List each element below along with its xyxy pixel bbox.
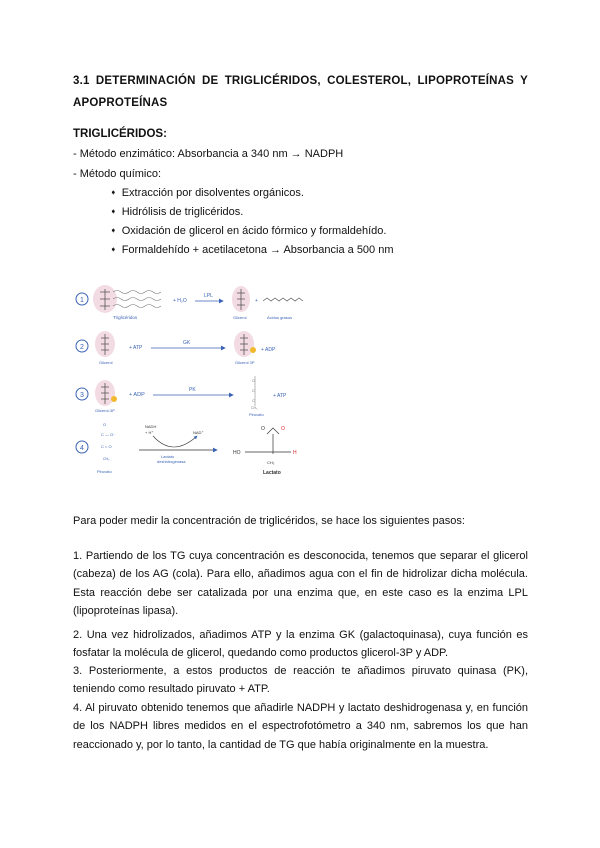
label-nadh: NADH (145, 424, 157, 429)
svg-text:C = O: C = O (101, 444, 112, 449)
label-ch3: CH₃ (267, 460, 275, 465)
label-nad: NAD⁺ (193, 430, 204, 435)
section-heading-line2: APOPROTEÍNAS (73, 97, 168, 109)
label-atp: + ATP (129, 345, 143, 351)
label-adp: + ADP (129, 392, 145, 398)
svg-text:O: O (252, 378, 256, 383)
method-chemical: - Método químico: (73, 168, 162, 180)
label-adp-out: + ADP (261, 347, 276, 353)
chemical-step: ➧ Formaldehído + acetilacetona → Absorbancia a 500 nm (110, 244, 394, 256)
label-h2o: + H₂O (173, 298, 187, 304)
step-number: 2 (80, 344, 84, 351)
svg-text:+: + (255, 298, 258, 304)
svg-text:O: O (103, 422, 107, 427)
bullet-icon: ➧ (110, 245, 117, 254)
label-h-plus: + H⁺ (145, 430, 154, 435)
label-lpl: LPL (204, 293, 213, 299)
svg-text:C: C (252, 398, 255, 403)
chemical-step: ➧ Extracción por disolventes orgánicos. (110, 187, 304, 199)
svg-text:O: O (261, 426, 265, 432)
label-ldh1: Lactato (161, 454, 175, 459)
label-glicerol: Glicerol (99, 360, 113, 365)
label-trigliceridos: Triglicéridos (113, 315, 138, 320)
step-number: 3 (80, 392, 84, 399)
reaction-scheme-figure (73, 282, 313, 480)
bullet-icon: ➧ (110, 207, 117, 216)
svg-text:H: H (293, 450, 297, 456)
svg-text:CH₃: CH₃ (251, 406, 258, 410)
bullet-icon: ➧ (110, 188, 117, 197)
label-glicerol3p: Glicerol 3P (235, 360, 255, 365)
svg-text:C: C (252, 388, 255, 393)
section-heading (73, 70, 528, 114)
body-step-2: 2. Una vez hidrolizados, añadimos ATP y la enzima GK (galactoquinasa), cuya función es fosfatar la molécula de glicerol, quedando como productos glicerol-3P y ADP. (73, 629, 528, 660)
body-step-1: 1. Partiendo de los TG cuya concentración es desconocida, tenemos que separar el glicerol (cabeza) de los AG (cola). Para ello, añadimos agua con el fin de hidrolizar dicha molécula. Esta reacción debe ser catalizada por una enzima que, en este caso es la enzima LPL (lipoproteínas lipasa). (73, 550, 528, 618)
label-ho: HO (233, 450, 241, 456)
body-step-3: 3. Posteriormente, a estos productos de reacción te añadimos piruvato quinasa (PK), teniendo como resultado piruvato + ATP. (73, 665, 528, 696)
svg-text:CH₃: CH₃ (103, 457, 110, 461)
body-intro: Para poder medir la concentración de triglicéridos, se hace los siguientes pasos: (73, 515, 465, 527)
body-step-4: 4. Al piruvato obtenido tenemos que añadirle NADPH y lactato deshidrogenasa y, en función de los NADPH libres medidos en el espectrofotómetro a 340 nm, sabremos los que han reaccionado y, por lo tanto, la cantidad de TG que había originalmente en la muestra. (73, 702, 528, 751)
chemical-step: ➧ Oxidación de glicerol en ácido fórmico y formaldehído. (110, 225, 387, 237)
label-acidos-grasos: Ácidos grasos (267, 315, 293, 320)
svg-text:C — O⁻: C — O⁻ (101, 432, 116, 437)
chemical-step: ➧ Hidrólisis de triglicéridos. (110, 206, 244, 218)
method-enzymatic: - Método enzimático: Absorbancia a 340 nm → NADPH (73, 148, 344, 160)
section-heading-line1: 3.1 DETERMINACIÓN DE TRIGLICÉRIDOS, COLESTEROL, LIPOPROTEÍNAS Y (73, 75, 528, 87)
step-number: 4 (80, 445, 84, 452)
svg-text:O: O (281, 426, 285, 432)
step-number: 1 (80, 297, 84, 304)
label-gk: GK (183, 340, 191, 346)
bullet-icon: ➧ (110, 226, 117, 235)
fatty-acid-chains (113, 291, 161, 308)
label-piruvato-top: Piruvato (249, 412, 264, 417)
label-piruvato: Piruvato (97, 469, 112, 474)
trigliceridos-title: TRIGLICÉRIDOS: (73, 128, 167, 140)
label-ldh2: deshidrogenasa (157, 459, 186, 464)
label-glicerol-out: Glicerol (233, 315, 247, 320)
label-atp-out: + ATP (273, 393, 287, 399)
label-glicerol3p-b: Glicerol-3P (95, 408, 115, 413)
label-pk: PK (189, 387, 196, 393)
fatty-acid-chain (263, 298, 303, 301)
label-lactato: Lactato (263, 470, 281, 476)
